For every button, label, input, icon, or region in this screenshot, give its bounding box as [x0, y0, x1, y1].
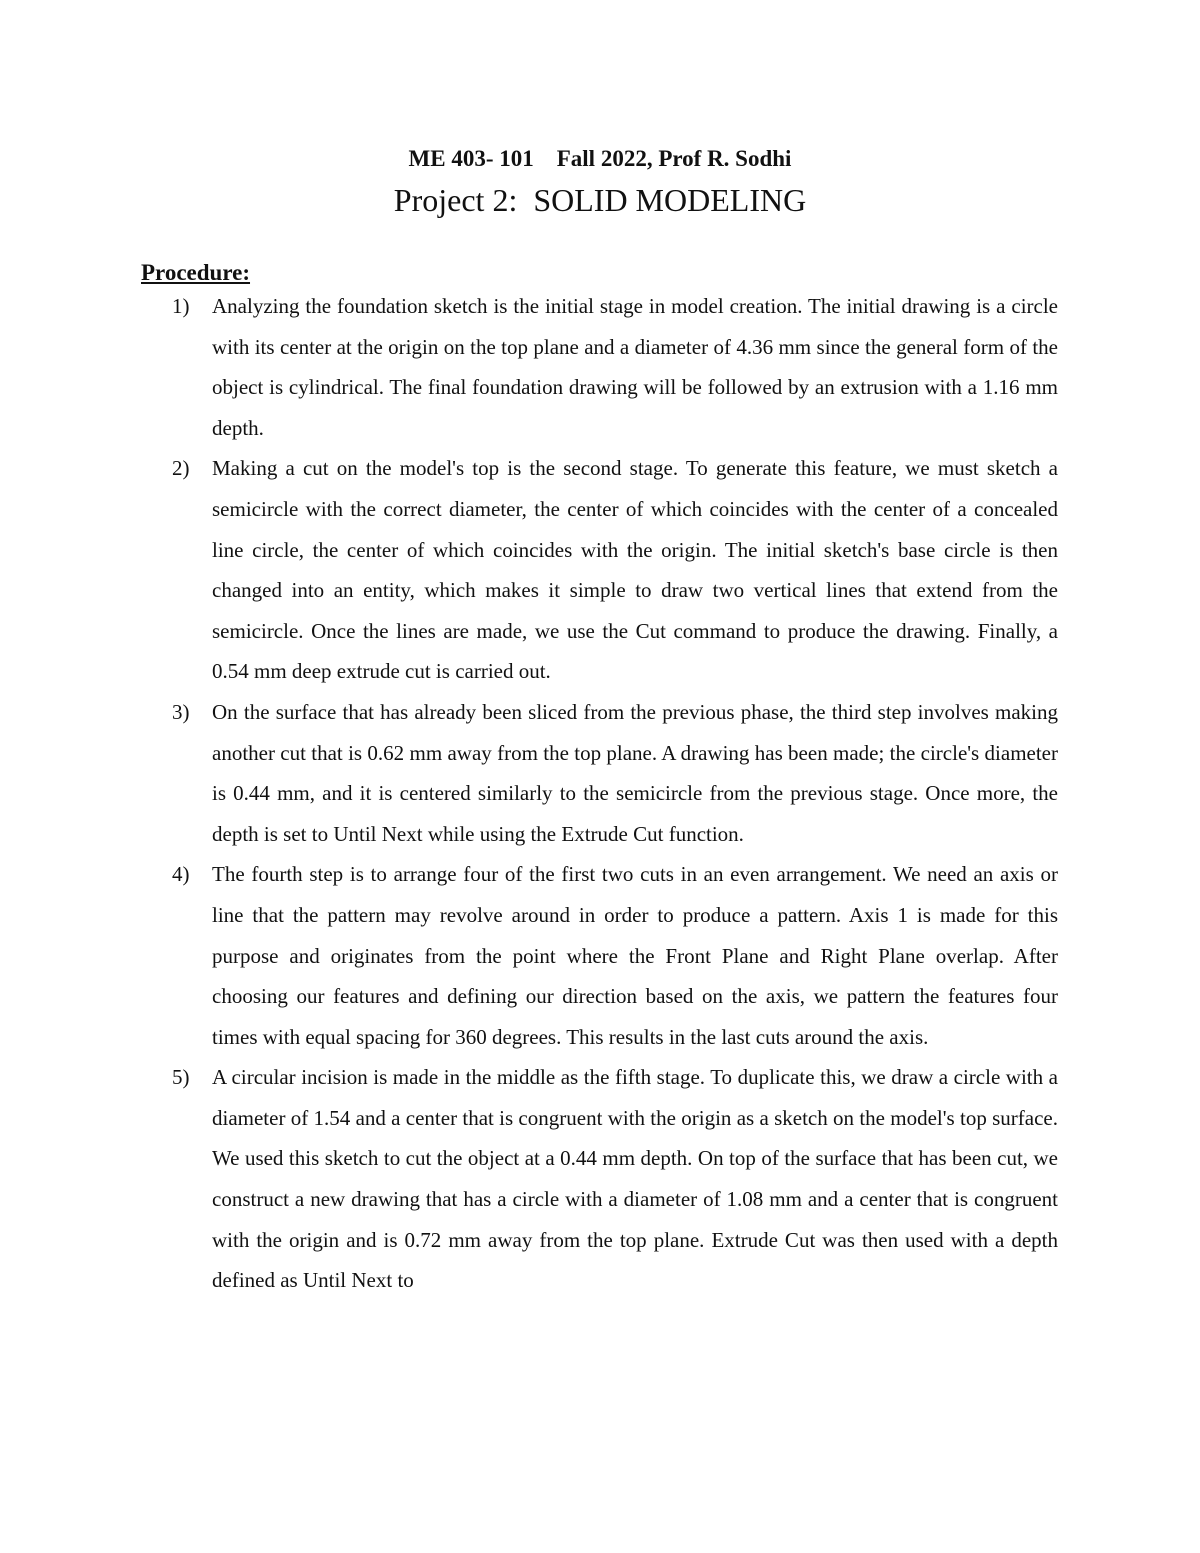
step-number: 5): [172, 1065, 190, 1090]
step-text: On the surface that has already been sliced from the previous phase, the third step involves making another cut that is 0.62 mm away from the top plane. A drawing has been made; the circle's diameter is 0.44 mm, and it is centered similarly to the semicircle from the previous stage. Once more, the depth is set to Until Next while using the Extrude Cut function.: [212, 699, 1058, 846]
step-text: A circular incision is made in the middle as the fifth stage. To duplicate this, we draw a circle with a diameter of 1.54 and a center that is congruent with the origin as a sketch on the model's top surface. We used this sketch to cut the object at a 0.44 mm depth. On top of the surface that has been cut, we construct a new drawing that has a circle with a diameter of 1.08 mm and a center that is congruent with the origin and is 0.72 mm away from the top plane. Extrude Cut was then used with a depth defined as Until Next to: [212, 1065, 1058, 1293]
procedure-step-2: [0, 448, 1200, 692]
procedure-step-4: [0, 854, 1200, 1057]
procedure-step-3: [0, 692, 1200, 854]
step-text: Making a cut on the model's top is the second stage. To generate this feature, we must sketch a semicircle with the correct diameter, the center of which coincides with the center of a concealed line circle, the center of which coincides with the origin. The initial sketch's base circle is then changed into an entity, which makes it simple to draw two vertical lines that extend from the semicircle. Once the lines are made, we use the Cut command to produce the drawing. Finally, a 0.54 mm deep extrude cut is carried out.: [212, 456, 1058, 684]
step-number: 4): [172, 862, 190, 887]
project-title: Project 2: SOLID MODELING: [393, 182, 807, 218]
procedure-steps-list: [0, 286, 1200, 1301]
procedure-heading: Procedure:: [141, 260, 251, 285]
step-text: Analyzing the foundation sketch is the initial stage in model creation. The initial drawing is a circle with its center at the origin on the top plane and a diameter of 4.36 mm since the general form of the object is cylindrical. The final foundation drawing will be followed by an extrusion with a 1.16 mm depth.: [212, 294, 1058, 440]
procedure-step-1: [0, 286, 1200, 448]
step-number: 1): [172, 294, 190, 318]
step-number: 3): [172, 699, 190, 724]
course-header: ME 403- 101 Fall 2022, Prof R. Sodhi: [408, 146, 792, 171]
procedure-step-5: [0, 1057, 1200, 1301]
step-text: The fourth step is to arrange four of the first two cuts in an even arrangement. We need an axis or line that the pattern may revolve around in order to produce a pattern. Axis 1 is made for this purpose and originates from the point where the Front Plane and Right Plane overlap. After choosing our features and defining our direction based on the axis, we pattern the features four times with equal spacing for 360 degrees. This results in the last cuts around the axis.: [212, 862, 1058, 1049]
step-number: 2): [172, 456, 190, 481]
